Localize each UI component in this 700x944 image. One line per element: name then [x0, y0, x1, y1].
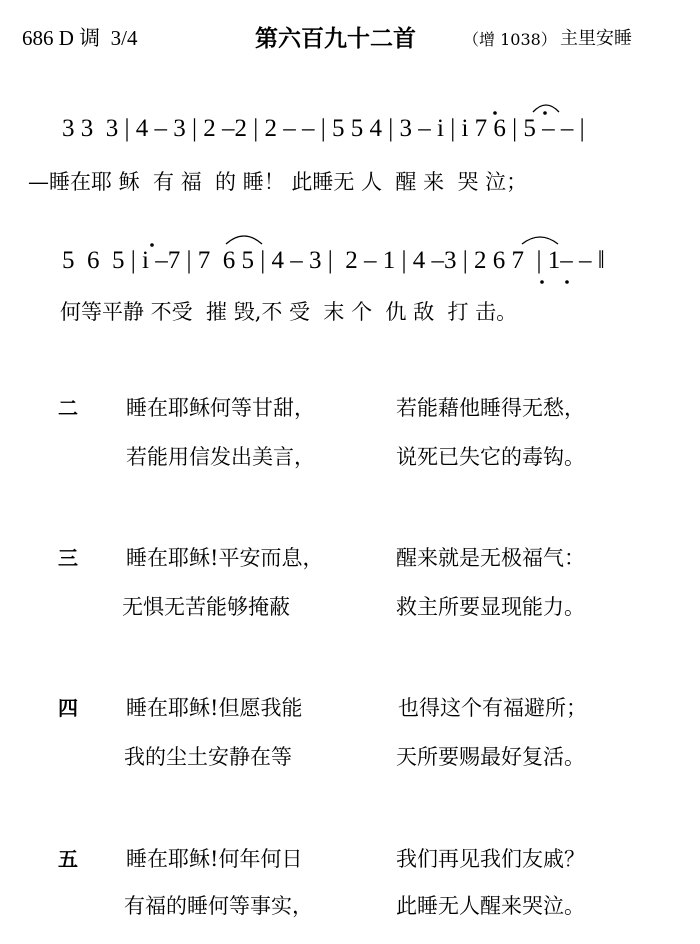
hymn-title: 第六百九十二首	[255, 26, 416, 52]
verse-3-line1a: 睡在耶稣!平安而息，	[126, 546, 324, 570]
verse-4-line2a: 我的尘土安静在等	[124, 745, 292, 769]
hymn-number-key: 686 D 调 3/4	[22, 26, 138, 50]
verse-2-line2b: 说死已失它的毒钩。	[396, 445, 585, 469]
verse-4-numeral: 四	[58, 696, 78, 720]
verse-3-line2a: 无惧无苦能够掩蔽	[122, 595, 290, 619]
verse-4-line2b: 天所要赐最好复活。	[396, 745, 585, 769]
verse-2-line1b: 若能藉他睡得无愁，	[396, 396, 585, 420]
verse-3-line2b: 救主所要显现能力。	[396, 595, 585, 619]
slur-line1	[533, 105, 559, 112]
high-dot-3	[150, 243, 154, 247]
verse-2-line1a: 睡在耶稣何等甘甜，	[126, 396, 315, 420]
verse-5-line2a: 有福的睡何等事实，	[124, 894, 313, 918]
high-dot-1	[493, 111, 497, 115]
verse-5-line1a: 睡在耶稣!何年何日	[126, 847, 303, 871]
verse-4-line1b: 也得这个有福避所；	[398, 696, 587, 720]
hymn-tune: 主里安睡	[560, 28, 632, 49]
slur-line2-b	[522, 237, 558, 244]
slur-line2-a	[226, 236, 262, 244]
verse-2-line2a: 若能用信发出美言，	[126, 445, 315, 469]
high-dot-2	[543, 111, 547, 115]
hymn-subtitle: （增 1038）	[463, 30, 557, 49]
low-dot-1	[540, 280, 544, 284]
verse-4-line1a: 睡在耶稣!但愿我能	[126, 696, 303, 720]
score-line2-lyrics: 何等平静 不受 摧 毁,不 受 末 个 仇 敌 打 击。	[60, 300, 518, 324]
verse-5-line2b: 此睡无人醒来哭泣。	[396, 894, 585, 918]
low-dot-2	[565, 280, 569, 284]
verse-5-line1b: 我们再见我们友戚？	[396, 847, 585, 871]
score-line1-notes: 3 3 3 | 4 – 3 | 2 –2 | 2 – – | 5 5 4 | 3 – i | i 7 6 | 5 – – |	[62, 115, 585, 142]
verse-3-numeral: 三	[58, 546, 78, 570]
score-line1-lyrics: —睡在耶 稣 有 福 的 睡！ 此睡无 人 醒 来 哭 泣；	[28, 170, 528, 194]
verse-3-line1b: 醒来就是无极福气：	[396, 546, 585, 570]
verse-2-numeral: 二	[58, 396, 78, 420]
score-line2-notes: 5 6 5 | i –7 | 7 6 5 | 4 – 3 | 2 – 1 | 4 –3 | 2 6 7 | 1– – ‖	[62, 247, 605, 274]
verse-5-numeral: 五	[58, 847, 78, 871]
